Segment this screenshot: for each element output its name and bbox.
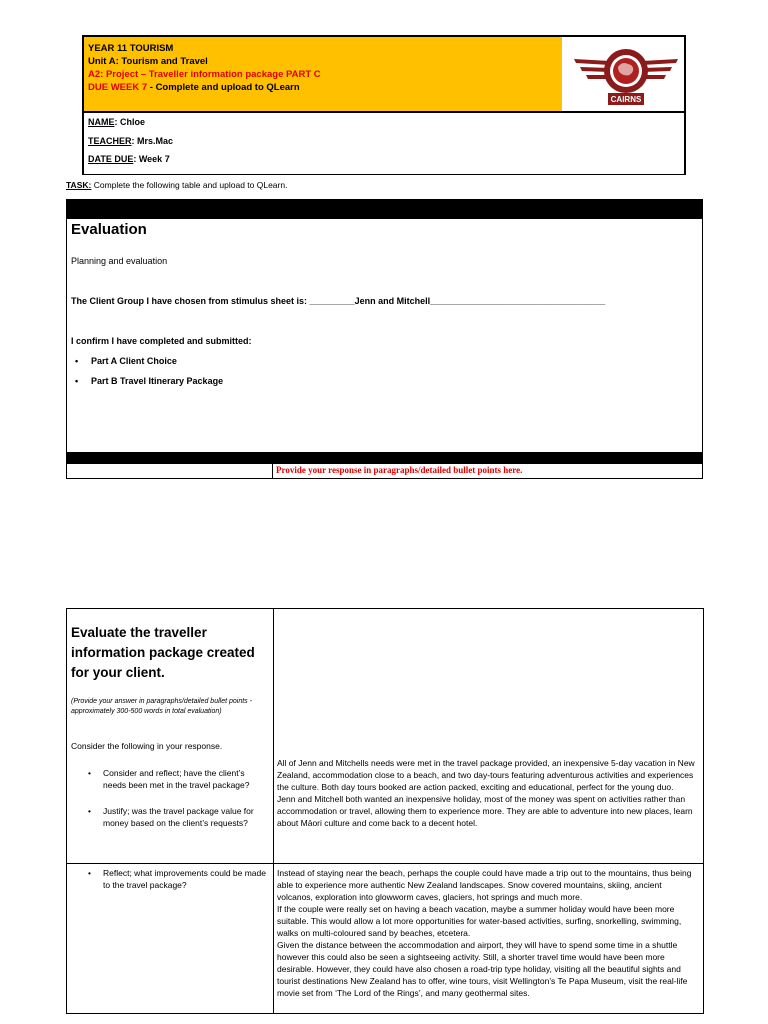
- task-text: Complete the following table and upload to QLearn.: [91, 180, 288, 190]
- response-paragraph: Given the distance between the accommodation and airport, they will have to spend some time in a shuttle however this could also be seen a sightseeing activity. Still, a shorter travel time would have been more desirable. However, they could have also chosen a road-trip type holiday, visiting all the beautiful sights and tourist destinations New Zealand has to offer, wine tours, visit Wellington’s Te Papa Museum, visit the real-life movie set from ‘The Lord of the Rings’, and many geothermal sites.: [277, 940, 688, 998]
- bullet-icon: •: [88, 768, 91, 778]
- student-date: [88, 154, 170, 164]
- header-due-text: - Complete and upload to QLearn: [147, 82, 300, 93]
- response-paragraph: All of Jenn and Mitchells needs were met in the travel package provided, an inexpensive 5-day vacation in New Zealand, accommodation close to a beach, and two day-tours featuring adventurous activities and experiences the culture. Both day tours booked are action packed, exciting and educational, perfect for the young duo.: [277, 758, 695, 792]
- word-count-note: (Provide your answer in paragraphs/detailed bullet points - approximately 300-500 words in total evaluation): [71, 698, 252, 715]
- evaluation-footer-bar: [66, 452, 703, 464]
- header-project: A2: Project – Traveller information package PART C: [88, 69, 321, 80]
- client-group-line: The Client Group I have chosen from stimulus sheet is: _________Jenn and Mitchell___________________________________: [71, 296, 606, 306]
- response-instruction: Provide your response in paragraphs/detailed bullet points here.: [276, 465, 523, 475]
- header-year: YEAR 11 TOURISM: [88, 43, 174, 54]
- response-improvements: [277, 867, 699, 999]
- response-paragraph: If the couple were really set on having a beach vacation, maybe a summer holiday would have been more suitable. This would allow a lot more opportunities for water-based activities, surfing, snorkelling, swimming, walks on multi-coloured sand by beaches, etcetera.: [277, 904, 682, 938]
- bullet-icon: •: [88, 868, 91, 878]
- checklist-item-label: Part B Travel Itinerary Package: [91, 376, 224, 386]
- prompt-bullet: [88, 767, 268, 791]
- teacher-value: : Mrs.Mac: [131, 136, 174, 146]
- school-logo: [568, 37, 684, 111]
- response-divider: [272, 464, 273, 478]
- student-name: [88, 117, 145, 127]
- checklist-item: [75, 356, 177, 366]
- evaluation-title: Evaluation: [71, 221, 147, 238]
- evaluate-heading: Evaluate the traveller information package created for your client.: [71, 625, 255, 680]
- task-label: TASK:: [66, 180, 92, 190]
- prompt-bullet-text: Consider and reflect; have the client’s needs been met in the travel package?: [103, 768, 250, 790]
- column-divider: [273, 608, 274, 1014]
- checklist-item: [75, 376, 223, 386]
- evaluation-header-bar: [66, 199, 703, 219]
- response-paragraph: Jenn and Mitchell both wanted an inexpensive holiday, most of the money was spent on activities rather than accommodation or travel, allowing them to experience more. They are able to adventure into new places, learn about Māori culture and come back to a decent hotel.: [277, 794, 693, 828]
- consider-heading: Consider the following in your response.: [71, 741, 223, 751]
- prompt-bullet: [88, 867, 268, 891]
- task-instruction: [66, 180, 287, 190]
- header-unit: Unit A: Tourism and Travel: [88, 56, 208, 67]
- row-divider: [66, 863, 704, 864]
- school-logo-graphic: [568, 37, 684, 111]
- bullet-icon: •: [75, 356, 79, 366]
- prompt-bullet: [88, 805, 268, 829]
- prompt-bullet-text: Justify; was the travel package value for money based on the client’s requests?: [103, 806, 254, 828]
- student-teacher: [88, 136, 173, 146]
- teacher-label: TEACHER: [88, 136, 132, 146]
- date-label: DATE DUE: [88, 154, 134, 164]
- prompt-bullet-text: Reflect; what improvements could be made to the travel package?: [103, 868, 266, 890]
- response-paragraph: Instead of staying near the beach, perhaps the couple could have made a trip out to the mountains, thus being able to experience more authentic New Zealand landscapes. Snow covered mountains, skiing, ancient volcanos, exploration into glowworm caves, glaciers, hot springs and much more.: [277, 868, 692, 902]
- logo-caption: CAIRNS: [610, 95, 642, 104]
- response-needs-met: [277, 757, 699, 829]
- name-label: NAME: [88, 117, 115, 127]
- bullet-icon: •: [75, 376, 79, 386]
- confirm-heading: I confirm I have completed and submitted:: [71, 336, 252, 346]
- checklist-item-label: Part A Client Choice: [91, 356, 177, 366]
- name-value: : Chloe: [114, 117, 145, 127]
- bullet-icon: •: [88, 806, 91, 816]
- header-due-week: DUE WEEK 7: [88, 82, 148, 93]
- header-due: [88, 81, 300, 94]
- date-value: : Week 7: [133, 154, 170, 164]
- evaluation-subtitle: Planning and evaluation: [71, 256, 168, 266]
